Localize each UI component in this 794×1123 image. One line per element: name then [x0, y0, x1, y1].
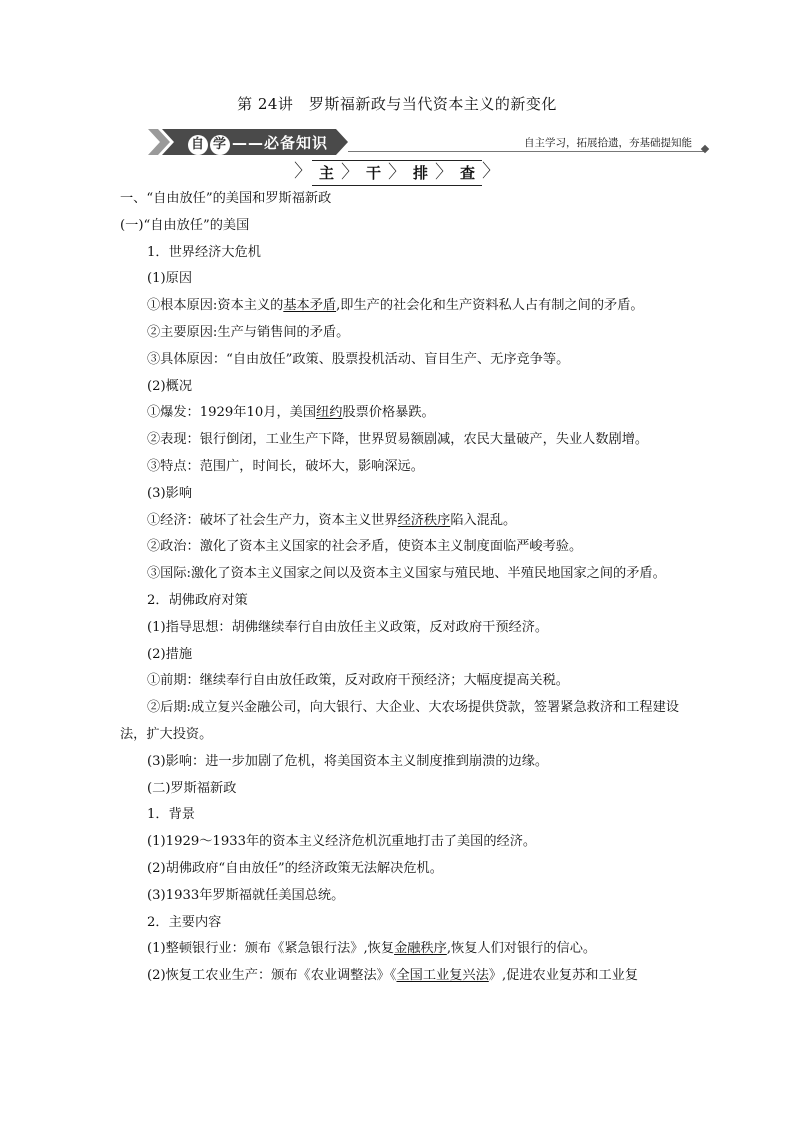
paragraph: (1)指导思想：胡佛继续奉行自由放任主义政策，反对政府干预经济。	[147, 619, 549, 635]
chevron-icon: 〉	[388, 162, 406, 183]
heading-item-4: 2．主要内容	[147, 914, 222, 930]
paragraph: ②表现：银行倒闭，工业生产下降，世界贸易额剧减，农民大量破产，失业人数剧增。	[147, 432, 649, 448]
paragraph	[120, 936, 680, 963]
heading-item-3: 1．背景	[147, 807, 195, 823]
paragraph: ②主要原因:生产与销售间的矛盾。	[147, 324, 350, 340]
banner-dash: ——	[232, 134, 264, 152]
paragraph: ②政治：激化了资本主义国家的社会矛盾，使资本主义制度面临严峻考验。	[147, 539, 583, 555]
tag-char-2: 干	[365, 164, 381, 182]
paragraph: (2)措施	[147, 646, 193, 662]
paragraph: ③具体原因：“自由放任”政策、股票投机活动、盲目生产、无序竞争等。	[147, 351, 570, 367]
text-run: ①根本原因:资本主义的	[147, 298, 284, 314]
underlined-term: 全国工业复兴法	[396, 968, 489, 984]
tag-char-1: 主	[318, 164, 334, 182]
text-run: 》,促进农业复苏和工业复	[488, 968, 639, 984]
text-run: ①爆发：1929年10月，美国	[147, 405, 317, 421]
underlined-term: 纽约	[316, 405, 343, 421]
chevron-right-icon: 〉	[482, 161, 501, 182]
heading-subsection-2: (二)罗斯福新政	[147, 780, 237, 796]
banner-circle-zi: 自	[188, 135, 208, 155]
banner-label-text: 必备知识	[264, 134, 329, 152]
banner-subtitle: 自主学习，拓展拾遗，夯基础提知能	[524, 137, 692, 149]
paragraph: (1)1929～1933年的资本主义经济危机沉重地打击了美国的经济。	[147, 834, 537, 850]
chevron-icon: 〉	[435, 162, 454, 183]
lecture-title: 第 24讲 罗斯福新政与当代资本主义的新变化	[237, 95, 557, 113]
paragraph	[120, 400, 680, 427]
paragraph: (3)影响：进一步加剧了危机，将美国资本主义制度推到崩溃的边缘。	[147, 753, 549, 769]
paragraph: ②后期:成立复兴金融公司，向大银行、大企业、大农场提供贷款，签署紧急救济和工程建设法，扩大投资。	[120, 700, 679, 742]
underlined-term: 经济秩序	[397, 512, 451, 528]
text-run: ,恢复人们对银行的信心。	[446, 941, 597, 957]
section-banner	[148, 127, 708, 157]
paragraph: ①前期：继续奉行自由放任政策，反对政府干预经济；大幅度提高关税。	[147, 673, 569, 689]
paragraph	[120, 508, 680, 535]
paragraph	[120, 293, 680, 320]
paragraph: (2)胡佛政府“自由放任”的经济政策无法解决危机。	[147, 860, 443, 876]
text-run: (1)整顿银行业：颁布《紧急银行法》,恢复	[147, 941, 395, 957]
heading-item-2: 2．胡佛政府对策	[147, 592, 248, 608]
tag-char-4: 查	[460, 164, 476, 182]
chevron-left-icon: 〉	[293, 161, 312, 182]
tag-char-3: 排	[413, 164, 429, 182]
section-tag	[0, 160, 794, 186]
text-run: 陷入混乱。	[450, 512, 517, 528]
heading-item-1: 1．世界经济大危机	[147, 244, 261, 260]
paragraph: (3)1933年罗斯福就任美国总统。	[147, 887, 345, 903]
text-run: ①经济：破坏了社会生产力，资本主义世界	[147, 512, 398, 528]
banner-label	[188, 132, 328, 155]
paragraph: (2)概况	[147, 378, 193, 394]
underlined-term: 金融秩序	[394, 941, 447, 957]
banner-underline	[348, 151, 704, 152]
chevron-icon: 〉	[340, 162, 359, 183]
text-run: 股票价格暴跌。	[342, 405, 435, 421]
paragraph: (3)影响	[147, 485, 193, 501]
underlined-term: 基本矛盾	[283, 298, 337, 314]
text-run: ,即生产的社会化和生产资料私人占有制之间的矛盾。	[336, 298, 644, 314]
paragraph: ③特点：范围广，时间长，破坏大，影响深远。	[147, 458, 424, 474]
heading-section-1: 一、“自由放任”的美国和罗斯福新政	[120, 191, 332, 206]
heading-subsection-1: (一)“自由放任”的美国	[120, 217, 250, 233]
document-body	[120, 186, 680, 990]
paragraph: (1)原因	[147, 271, 193, 287]
banner-circle-xue: 学	[210, 135, 230, 155]
text-run: (2)恢复工农业生产：颁布《农业调整法》《	[147, 968, 397, 984]
paragraph	[120, 963, 680, 990]
paragraph: ③国际:激化了资本主义国家之间以及资本主义国家与殖民地、半殖民地国家之间的矛盾。	[147, 566, 666, 582]
